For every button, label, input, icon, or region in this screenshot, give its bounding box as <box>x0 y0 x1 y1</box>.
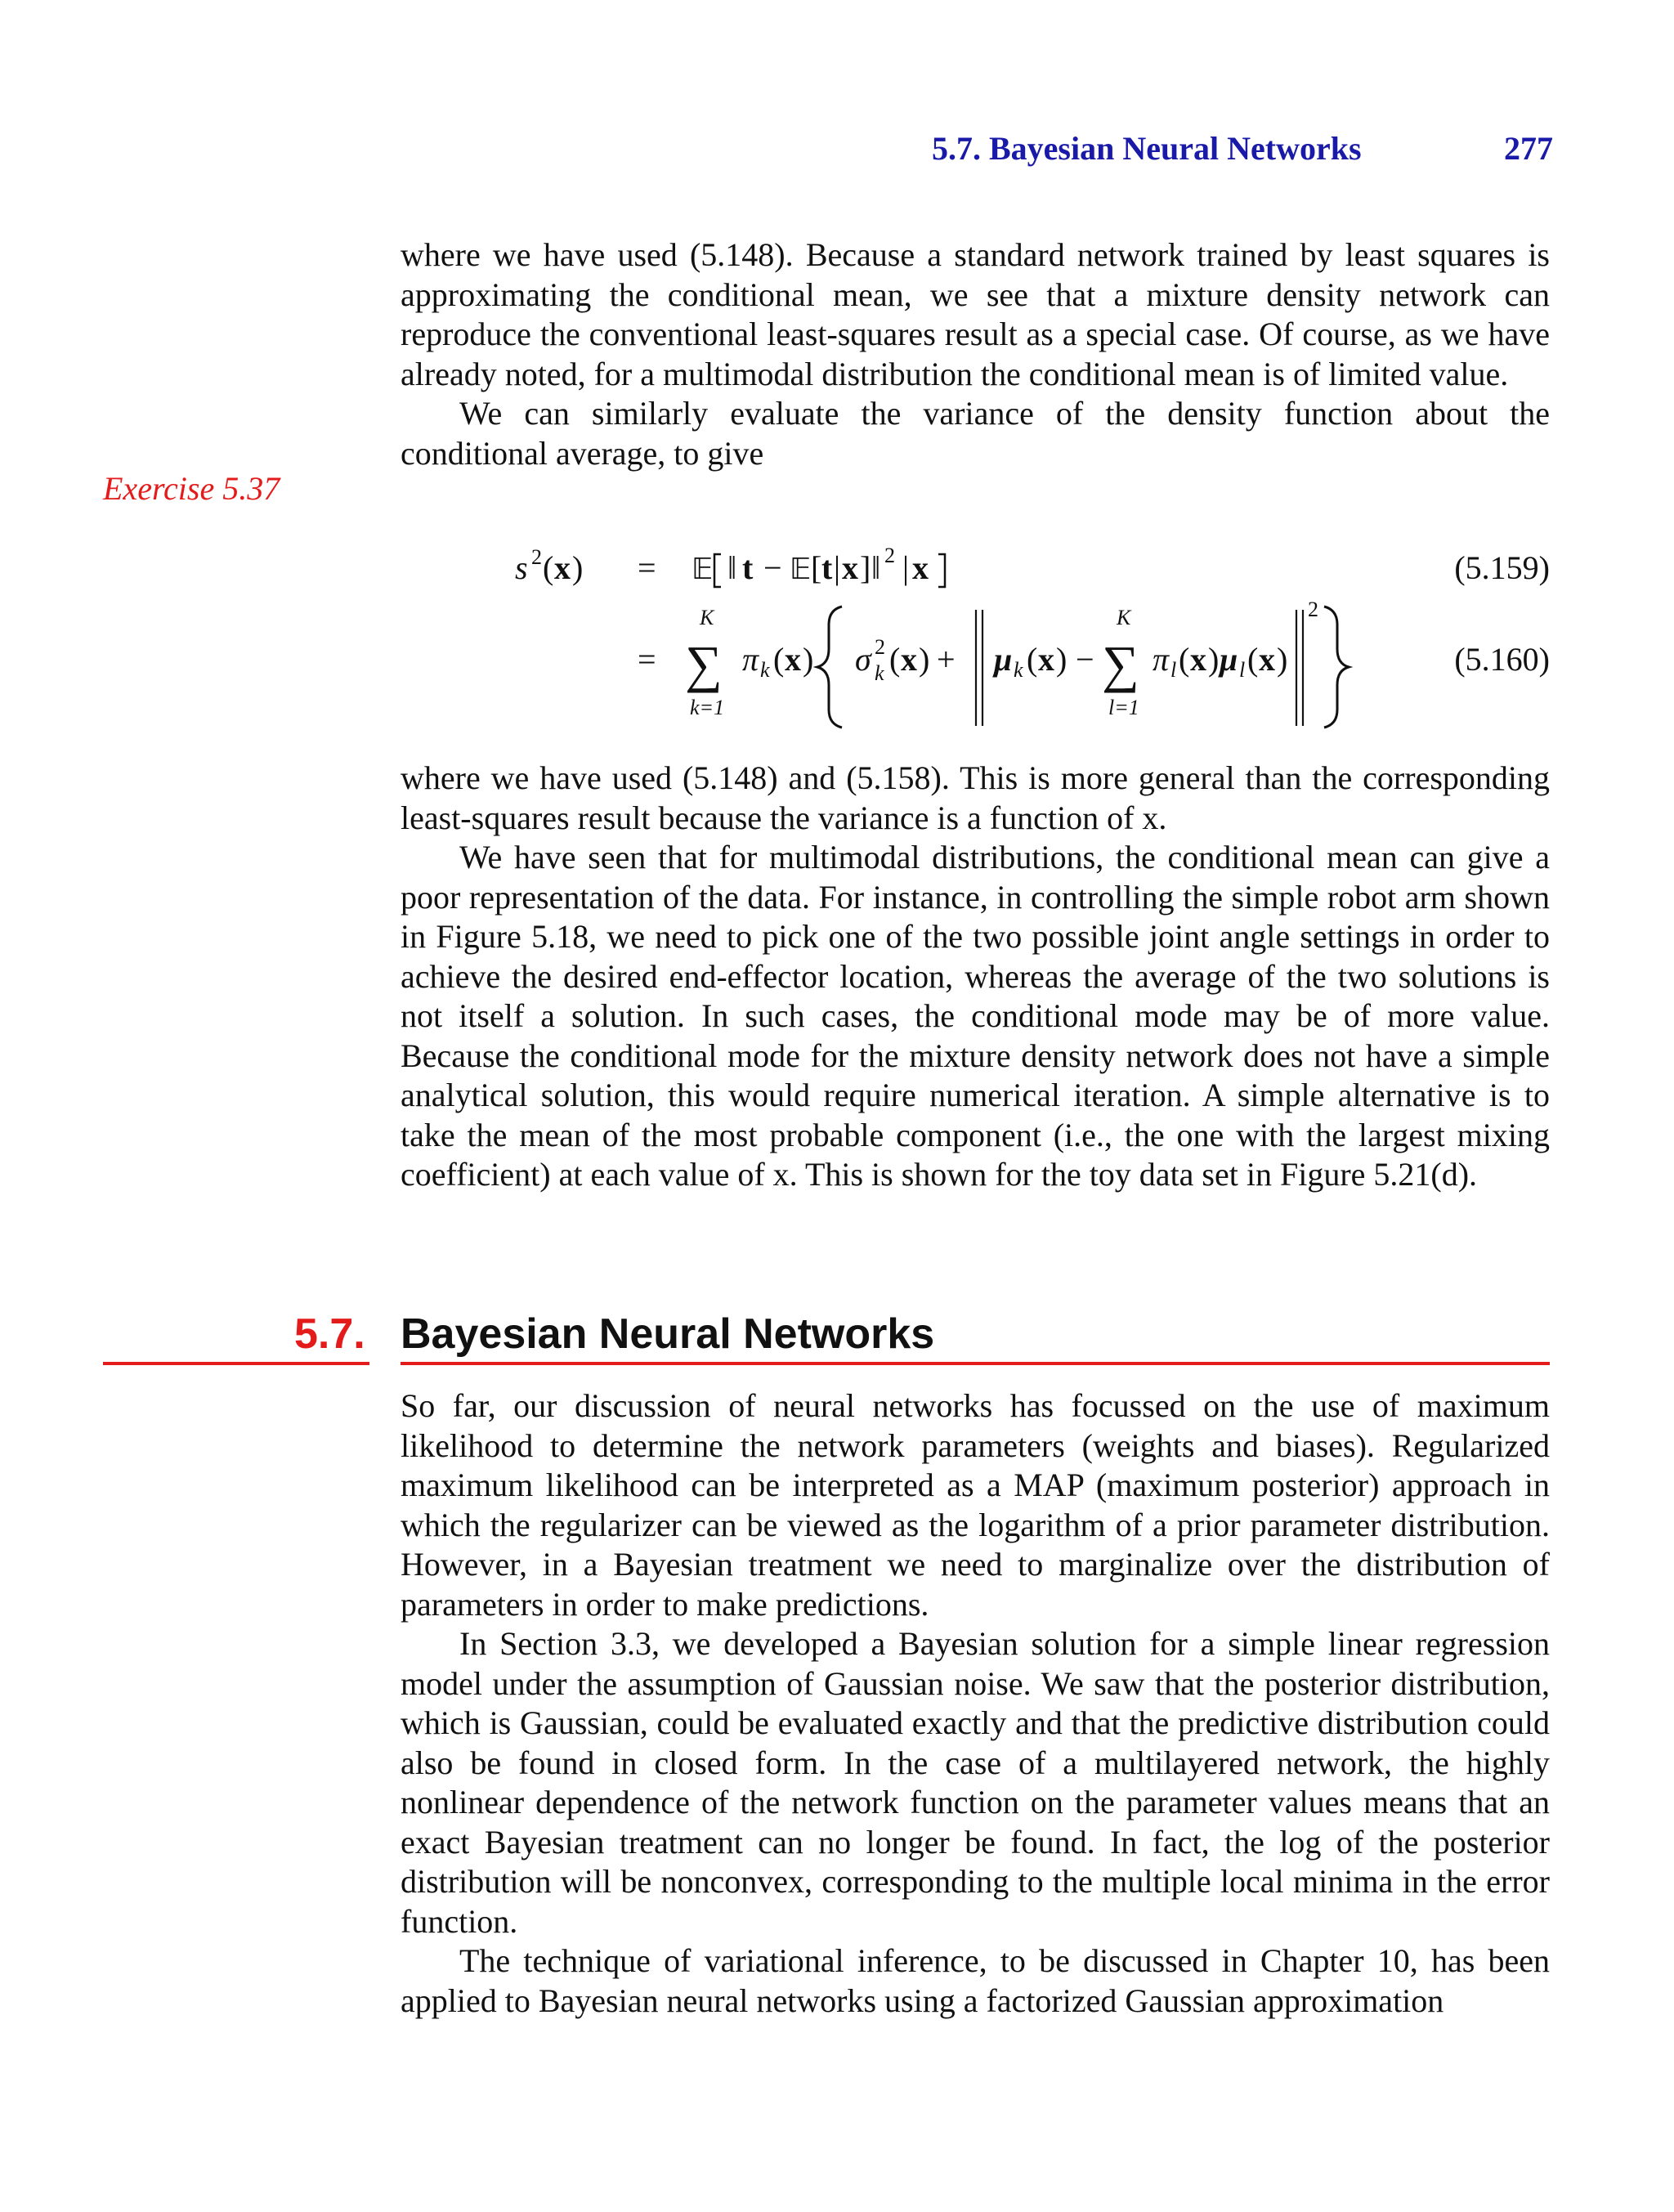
svg-text:[: [ <box>811 549 822 586</box>
svg-text:k: k <box>875 661 884 685</box>
paragraph-1-block <box>401 235 1550 473</box>
svg-text:(: ( <box>543 549 554 586</box>
svg-text:σ: σ <box>855 641 871 678</box>
svg-text:x: x <box>901 641 917 678</box>
svg-text:x: x <box>1259 641 1275 678</box>
section-heading <box>0 1303 1674 1368</box>
svg-text:k: k <box>760 658 770 682</box>
paragraph-1: where we have used (5.148). Because a standard network trained by least squares is approximating the conditional mean, we see that a mixture density network can reproduce the conventional least-squares result as a special case. Of course, as we have already noted, for a multimodal distribution the conditional mean is of limited value. <box>401 236 1550 392</box>
svg-text:=: = <box>638 641 656 678</box>
svg-text:∑: ∑ <box>685 635 723 693</box>
sum-lower-k: k=1 <box>690 696 725 719</box>
svg-text:s: s <box>515 549 528 586</box>
running-title: 5.7. Bayesian Neural Networks <box>932 130 1362 167</box>
svg-text:−: − <box>1076 641 1094 678</box>
section-number: 5.7. <box>294 1310 365 1358</box>
svg-text:2: 2 <box>884 544 895 567</box>
svg-text:(: ( <box>1247 641 1259 678</box>
svg-text:x: x <box>842 549 858 586</box>
page-number: 277 <box>1504 130 1553 167</box>
svg-text:]: ] <box>860 549 871 586</box>
section-rule-right <box>401 1362 1550 1365</box>
norm-exponent: 2 <box>1308 598 1318 621</box>
svg-text:=: = <box>638 549 656 586</box>
sum-upper-k: K <box>700 606 714 629</box>
section-rule-left <box>103 1362 369 1365</box>
svg-text:x: x <box>785 641 801 678</box>
svg-text:‖: ‖ <box>871 549 881 586</box>
svg-text:2: 2 <box>531 545 542 569</box>
svg-text:): ) <box>1277 641 1288 678</box>
svg-text:𝔼: 𝔼 <box>692 553 714 586</box>
svg-text:l: l <box>1239 658 1246 682</box>
svg-text:x: x <box>1038 641 1054 678</box>
section-title: Bayesian Neural Networks <box>401 1310 935 1358</box>
sum-upper-l: K <box>1117 606 1131 629</box>
svg-text:μ: μ <box>1220 641 1238 678</box>
svg-text:(: ( <box>773 641 785 678</box>
svg-text:μ: μ <box>994 641 1013 678</box>
svg-text:x: x <box>912 549 929 586</box>
svg-text:): ) <box>919 641 930 678</box>
svg-text:π: π <box>742 641 759 678</box>
paragraph-3-block <box>401 759 1550 1195</box>
svg-text:x: x <box>1190 641 1206 678</box>
paragraph-2: We can similarly evaluate the variance of the density function about the conditional average, to give <box>401 395 1550 472</box>
paragraph-5: So far, our discussion of neural networks has focussed on the use of maximum likelihood to determine the network parameters (weights and biases). Regularized maximum likelihood can be interpreted as a MAP (maximum posterior) approach in which the regularizer can be viewed as the logarithm of a prior parameter distribution. However, in a Bayesian treatment we need to marginalize over the distribution of parameters in order to make predictions. <box>401 1387 1550 1623</box>
svg-text:‖: ‖ <box>727 549 737 586</box>
svg-text:|: | <box>834 549 841 586</box>
sum-lower-l: l=1 <box>1108 696 1139 719</box>
section-body <box>401 1386 1550 2021</box>
svg-text:x: x <box>554 549 571 586</box>
svg-text:+: + <box>937 641 956 678</box>
svg-text:∑: ∑ <box>1102 635 1139 693</box>
exercise-margin-note: Exercise 5.37 <box>103 470 280 507</box>
equation-svg <box>401 540 1550 736</box>
svg-text:2: 2 <box>875 635 885 659</box>
svg-text:): ) <box>1056 641 1068 678</box>
paragraph-6: In Section 3.3, we developed a Bayesian solution for a simple linear regression model under the assumption of Gaussian noise. We saw that the posterior distribution, which is Gaussian, could be evaluated exactly and that the predictive distribution could also be found in closed form. In the case of a multilayered network, the highly nonlinear dependence of the network function on the parameter values means that an exact Bayesian treatment can no longer be found. In fact, the log of the posterior distribution will be nonconvex, corresponding to the multiple local minima in the error function. <box>401 1625 1550 1940</box>
equation-number-5-159: (5.159) <box>1454 549 1550 586</box>
svg-text:π: π <box>1153 641 1170 678</box>
equation-number-5-160: (5.160) <box>1454 641 1550 678</box>
svg-text:): ) <box>1208 641 1220 678</box>
svg-text:): ) <box>572 549 584 586</box>
svg-text:): ) <box>803 641 814 678</box>
svg-text:−: − <box>763 549 782 586</box>
svg-text:t: t <box>742 549 754 586</box>
svg-text:l: l <box>1170 658 1177 682</box>
svg-text:(: ( <box>889 641 901 678</box>
svg-text:k: k <box>1014 658 1023 682</box>
svg-text:t: t <box>821 549 833 586</box>
paragraph-4: We have seen that for multimodal distributions, the conditional mean can give a poor representation of the data. For instance, in controlling the simple robot arm shown in Figure 5.18, we need to pick one of the two possible joint angle settings in order to achieve the desired end-effector location, whereas the average of the two solutions is not itself a solution. In such cases, the conditional mode may be of more value. Because the conditional mode for the mixture density network does not have a simple analytical solution, this would require numerical iteration. A simple alternative is to take the mean of the most probable component (i.e., the one with the largest mixing coefficient) at each value of x. This is shown for the toy data set in Figure 5.21(d). <box>401 839 1550 1193</box>
running-header <box>932 129 1553 175</box>
paragraph-3: where we have used (5.148) and (5.158). This is more general than the corresponding least-squares result because the variance is a function of x. <box>401 759 1550 836</box>
svg-text:(: ( <box>1027 641 1038 678</box>
paragraph-7: The technique of variational inference, to be discussed in Chapter 10, has been applied to Bayesian neural networks using a factorized Gaussian approximation <box>401 1942 1550 2019</box>
svg-text:|: | <box>902 549 910 586</box>
svg-text:𝔼: 𝔼 <box>790 553 812 586</box>
svg-text:(: ( <box>1179 641 1190 678</box>
equation-block <box>401 540 1550 736</box>
